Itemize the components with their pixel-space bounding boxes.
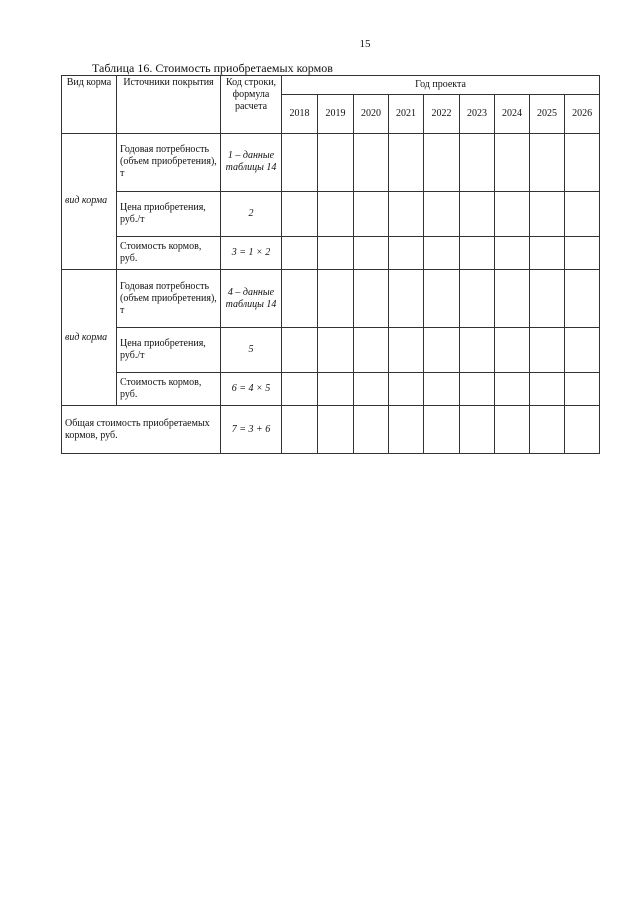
value-cell: [318, 406, 354, 454]
source-cell: Стоимость кормов, руб.: [117, 236, 221, 270]
value-cell: [460, 327, 495, 372]
value-cell: [460, 406, 495, 454]
value-cell: [354, 133, 389, 191]
value-cell: [495, 372, 530, 406]
value-cell: [495, 236, 530, 270]
table-row: [62, 236, 600, 270]
value-cell: [565, 236, 600, 270]
value-cell: [318, 191, 354, 236]
value-cell: [282, 406, 318, 454]
code-cell: 3 = 1 × 2: [221, 236, 282, 270]
value-cell: [354, 406, 389, 454]
value-cell: [565, 327, 600, 372]
value-cell: [424, 191, 460, 236]
source-cell: Стоимость кормов, руб.: [117, 372, 221, 406]
value-cell: [282, 327, 318, 372]
value-cell: [318, 327, 354, 372]
value-cell: [460, 191, 495, 236]
table-row: [62, 327, 600, 372]
value-cell: [495, 133, 530, 191]
value-cell: [530, 372, 565, 406]
source-cell: Цена приобретения, руб./т: [117, 191, 221, 236]
value-cell: [389, 133, 424, 191]
value-cell: [495, 406, 530, 454]
value-cell: [318, 270, 354, 328]
value-cell: [530, 406, 565, 454]
value-cell: [495, 270, 530, 328]
value-cell: [354, 191, 389, 236]
value-cell: [389, 236, 424, 270]
table-row: [62, 270, 600, 328]
value-cell: [460, 236, 495, 270]
table-caption: Таблица 16. Стоимость приобретаемых кормов: [92, 61, 333, 75]
header-year: 2019: [318, 95, 354, 134]
total-code: 7 = 3 + 6: [221, 406, 282, 454]
value-cell: [460, 270, 495, 328]
code-cell: 1 – данные таблицы 14: [221, 133, 282, 191]
value-cell: [318, 372, 354, 406]
total-row: [62, 406, 600, 454]
value-cell: [282, 270, 318, 328]
value-cell: [565, 372, 600, 406]
value-cell: [282, 191, 318, 236]
value-cell: [354, 270, 389, 328]
value-cell: [565, 133, 600, 191]
total-label: Общая стоимость приобретаемых кормов, руб.: [62, 406, 221, 454]
source-cell: Годовая потребность (объем приобретения), т: [117, 133, 221, 191]
value-cell: [460, 372, 495, 406]
value-cell: [530, 327, 565, 372]
header-kind: Вид корма: [62, 76, 117, 134]
value-cell: [495, 191, 530, 236]
header-sources: Источники покрытия: [117, 76, 221, 134]
value-cell: [354, 372, 389, 406]
value-cell: [282, 236, 318, 270]
value-cell: [424, 133, 460, 191]
value-cell: [495, 327, 530, 372]
value-cell: [389, 372, 424, 406]
value-cell: [530, 236, 565, 270]
feed-kind-cell: вид корма: [62, 133, 117, 269]
header-year: 2023: [460, 95, 495, 134]
code-cell: 4 – данные таблицы 14: [221, 270, 282, 328]
value-cell: [565, 270, 600, 328]
value-cell: [389, 327, 424, 372]
value-cell: [389, 270, 424, 328]
value-cell: [354, 327, 389, 372]
value-cell: [424, 327, 460, 372]
feed-kind-cell: вид корма: [62, 270, 117, 406]
value-cell: [282, 133, 318, 191]
value-cell: [530, 270, 565, 328]
source-cell: Цена приобретения, руб./т: [117, 327, 221, 372]
source-cell: Годовая потребность (объем приобретения), т: [117, 270, 221, 328]
value-cell: [530, 133, 565, 191]
header-project-year: Год проекта: [282, 76, 600, 95]
code-cell: 5: [221, 327, 282, 372]
code-cell: 6 = 4 × 5: [221, 372, 282, 406]
value-cell: [460, 133, 495, 191]
value-cell: [389, 191, 424, 236]
feed-cost-table: [61, 75, 600, 454]
header-year: 2021: [389, 95, 424, 134]
value-cell: [565, 191, 600, 236]
code-cell: 2: [221, 191, 282, 236]
value-cell: [424, 372, 460, 406]
value-cell: [424, 270, 460, 328]
header-year: 2026: [565, 95, 600, 134]
value-cell: [318, 236, 354, 270]
value-cell: [530, 191, 565, 236]
value-cell: [354, 236, 389, 270]
value-cell: [318, 133, 354, 191]
header-year: 2018: [282, 95, 318, 134]
value-cell: [389, 406, 424, 454]
value-cell: [424, 236, 460, 270]
value-cell: [424, 406, 460, 454]
header-year: 2020: [354, 95, 389, 134]
table-row: [62, 133, 600, 191]
header-code: Код строки, формула расчета: [221, 76, 282, 134]
table-row: [62, 191, 600, 236]
value-cell: [282, 372, 318, 406]
header-year: 2024: [495, 95, 530, 134]
header-year: 2022: [424, 95, 460, 134]
value-cell: [565, 406, 600, 454]
table-row: [62, 372, 600, 406]
page-number: 15: [359, 38, 371, 50]
header-year: 2025: [530, 95, 565, 134]
